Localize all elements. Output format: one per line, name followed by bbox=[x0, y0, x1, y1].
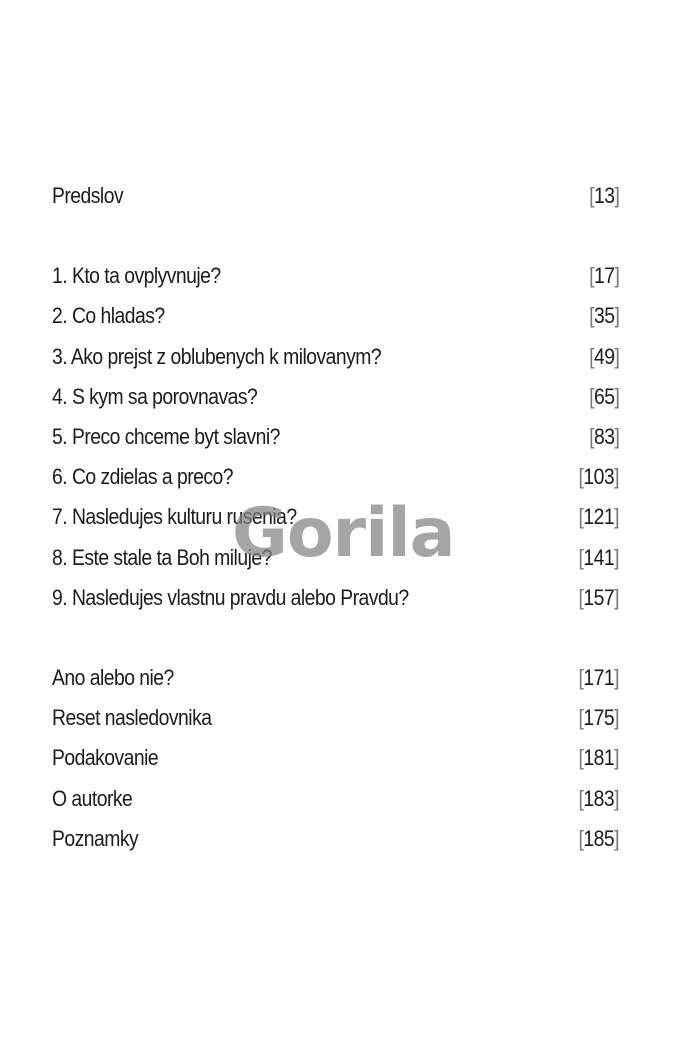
toc-entry-page: [ 103 ] bbox=[579, 464, 619, 490]
toc-entry-title: Poznamky bbox=[52, 825, 139, 851]
toc-entry-title: 2. Co hladas? bbox=[52, 303, 165, 329]
toc-entry[interactable] bbox=[52, 256, 619, 296]
toc-entry-title: 7. Nasledujes kulturu rusenia? bbox=[52, 504, 297, 530]
toc-entry-page: [ 13 ] bbox=[589, 183, 619, 209]
watermark-logo: Gorila bbox=[232, 494, 455, 573]
toc-entry-title: 1. Kto ta ovplyvnuje? bbox=[52, 263, 221, 289]
toc-entry-page: [ 83 ] bbox=[589, 424, 619, 450]
toc-entry-title: 9. Nasledujes vlastnu pravdu alebo Pravdu? bbox=[52, 584, 409, 610]
toc-back-matter bbox=[52, 658, 619, 859]
toc-entry[interactable] bbox=[52, 417, 619, 457]
toc-entry[interactable] bbox=[52, 337, 619, 377]
toc-entry-page: [ 121 ] bbox=[579, 504, 619, 530]
toc-entry-page: [ 157 ] bbox=[579, 585, 619, 611]
toc-entry-title: 8. Este stale ta Boh miluje? bbox=[52, 544, 272, 570]
table-of-contents bbox=[52, 176, 619, 859]
toc-entry-title: Ano alebo nie? bbox=[52, 664, 174, 690]
toc-entry-page: [ 141 ] bbox=[579, 545, 619, 571]
toc-chapters bbox=[52, 256, 619, 618]
toc-entry-page: [ 185 ] bbox=[579, 826, 619, 852]
toc-entry[interactable] bbox=[52, 738, 619, 778]
toc-entry-title: O autorke bbox=[52, 785, 133, 811]
toc-entry-title: 5. Preco chceme byt slavni? bbox=[52, 424, 280, 450]
toc-entry-title: 4. S kym sa porovnavas? bbox=[52, 383, 258, 409]
toc-entry-page: [ 17 ] bbox=[589, 263, 619, 289]
toc-entry[interactable] bbox=[52, 819, 619, 859]
toc-entry[interactable] bbox=[52, 377, 619, 417]
toc-entry-page: [ 49 ] bbox=[589, 344, 619, 370]
toc-entry-title: 3. Ako prejst z oblubenych k milovanym? bbox=[52, 343, 382, 369]
toc-entry[interactable] bbox=[52, 457, 619, 497]
toc-entry[interactable] bbox=[52, 578, 619, 618]
toc-entry[interactable] bbox=[52, 497, 619, 537]
toc-entry-title: Predslov bbox=[52, 183, 124, 209]
toc-entry[interactable] bbox=[52, 538, 619, 578]
toc-entry-page: [ 181 ] bbox=[579, 745, 619, 771]
toc-entry-title: Reset nasledovnika bbox=[52, 705, 212, 731]
toc-entry[interactable] bbox=[52, 698, 619, 738]
toc-entry-page: [ 183 ] bbox=[579, 786, 619, 812]
toc-entry[interactable] bbox=[52, 658, 619, 698]
toc-entry[interactable] bbox=[52, 296, 619, 336]
toc-entry-page: [ 65 ] bbox=[589, 384, 619, 410]
toc-entry-title: Podakovanie bbox=[52, 745, 159, 771]
toc-entry-page: [ 35 ] bbox=[589, 303, 619, 329]
toc-entry[interactable] bbox=[52, 778, 619, 818]
toc-entry-title: 6. Co zdielas a preco? bbox=[52, 464, 234, 490]
toc-entry[interactable] bbox=[52, 176, 619, 216]
toc-front-matter bbox=[52, 176, 619, 216]
toc-entry-page: [ 175 ] bbox=[579, 705, 619, 731]
toc-entry-page: [ 171 ] bbox=[579, 665, 619, 691]
